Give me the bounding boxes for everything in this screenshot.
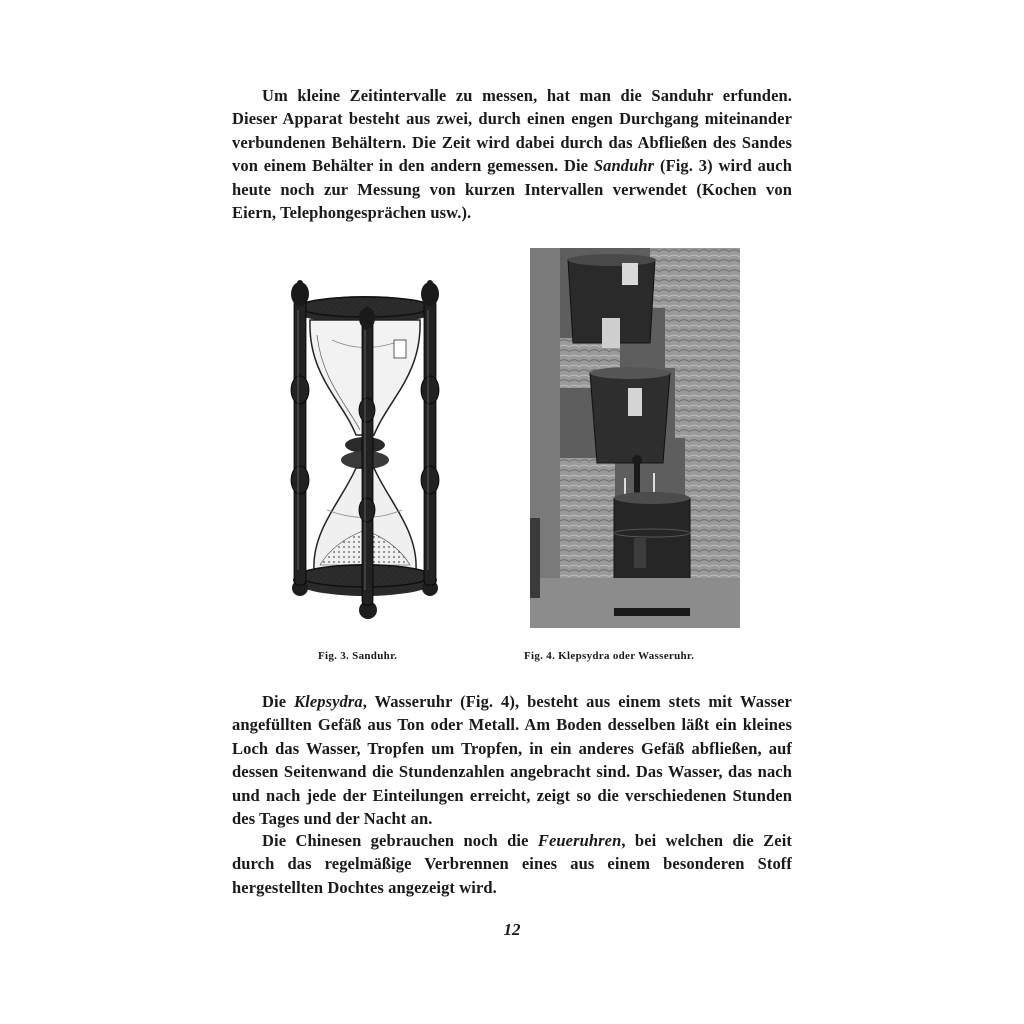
paragraph-klepsydra <box>232 690 792 830</box>
clepsydra-illustration <box>530 248 740 628</box>
paragraph-text: Um kleine Zeitintervalle zu messen, hat man die Sanduhr erfunden. Dieser Apparat besteht aus zwei, durch einen engen Durchgang miteinander verbundenen Behältern. Die Zeit wird dabei durch das Abfließen des Sandes von einem Behälter in den andern gemessen. Die <box>232 86 792 176</box>
paragraph-text: (Fig. 3) wird auch heute noch zur Messung von kurzen Intervallen verwendet (Kochen von Eiern, Telephongesprächen usw.). <box>232 156 792 223</box>
paragraph-text: Die <box>262 692 295 711</box>
paragraph-sanduhr <box>232 84 792 224</box>
paragraph-text: Die Chinesen gebrauchen noch die <box>262 831 538 850</box>
hourglass-illustration <box>272 280 458 625</box>
paragraph-text: , Wasseruhr (Fig. 4), besteht aus einem stets mit Wasser angefüllten Gefäß aus Ton oder Metall. Am Boden desselben läßt ein kleines Loch das Wasser, Tropfen um Tropfen, in ein anderes Gefäß abfließen, auf dessen Seitenwand die Stundenzahlen angebracht sind. Das Wasser, das nach und nach jede der Einteilungen erreicht, zeigt so die verschiedenen Stunden des Tages und der Nacht an. <box>232 692 792 829</box>
paragraph-feueruhren <box>232 829 792 899</box>
figure-caption-fig4: Fig. 4. Klepsydra oder Wasseruhr. <box>524 650 695 662</box>
paragraph-text: , bei welchen die Zeit durch das regelmäßige Verbrennen eines aus einem besonderen Stoff hergestellten Dochtes angezeigt wird. <box>232 831 792 897</box>
emphasis-term: Feueruhren <box>537 831 622 850</box>
figure-caption-fig3: Fig. 3. Sanduhr. <box>318 650 398 662</box>
page-number: 12 <box>503 920 521 939</box>
emphasis-term: Klepsydra <box>294 692 363 711</box>
emphasis-term: Sanduhr <box>593 156 655 176</box>
